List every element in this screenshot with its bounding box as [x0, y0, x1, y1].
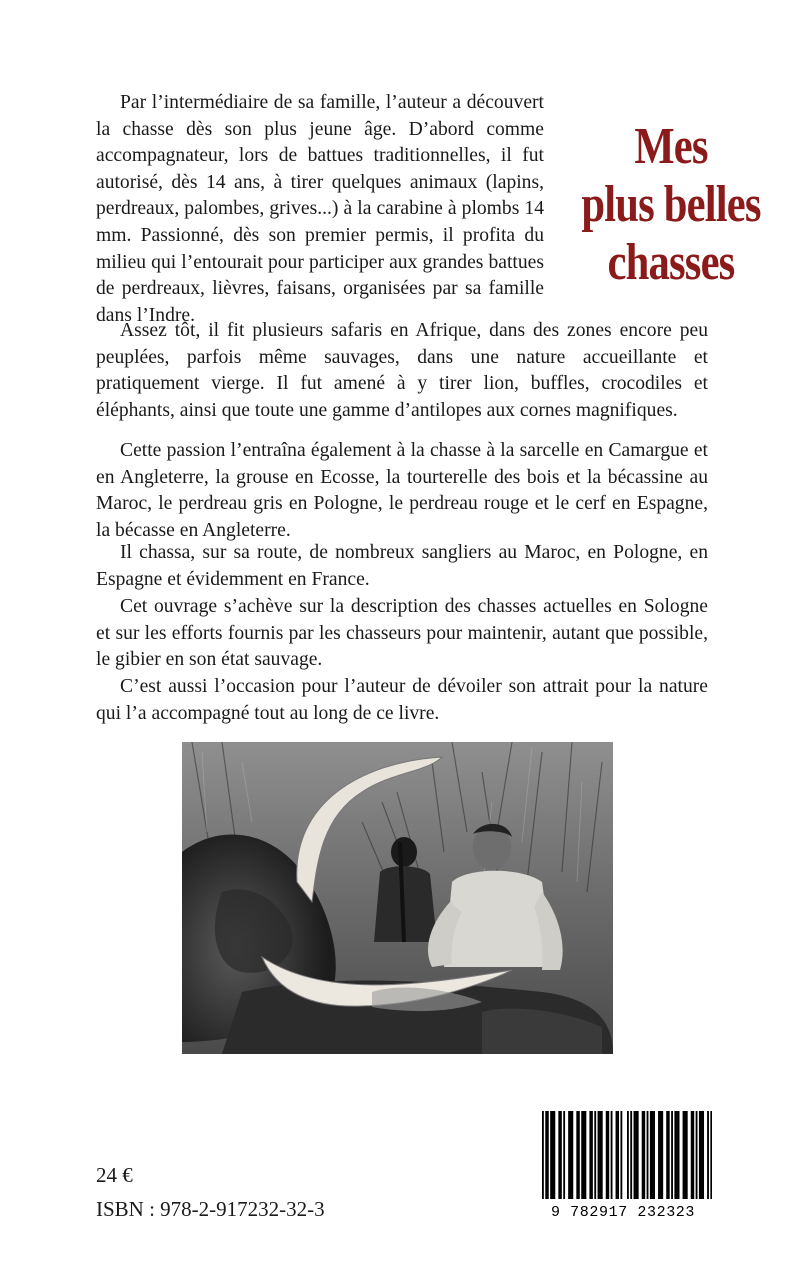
barcode-bar: [563, 1111, 565, 1199]
barcode-bar: [594, 1111, 596, 1199]
barcode-bar: [666, 1111, 668, 1199]
barcode-bar: [545, 1111, 547, 1199]
barcode-bars: [534, 1107, 712, 1203]
barcode-bar: [560, 1111, 562, 1199]
barcode-bar: [637, 1111, 639, 1199]
barcode-bar: [642, 1111, 644, 1199]
barcode-bar: [710, 1111, 712, 1199]
barcode-bar: [547, 1111, 549, 1199]
barcode-bar: [658, 1111, 660, 1199]
barcode-bar: [643, 1111, 645, 1199]
barcode-bar: [591, 1111, 593, 1199]
barcode-bar: [616, 1111, 618, 1199]
barcode-digits: 9 782917 232323: [550, 1204, 696, 1221]
blurb-paragraph-2: Assez tôt, il fit plusieurs safaris en Afrique, dans des zones encore peu peuplées, parfois même sauvages, dans une nature accueillante et pratiquement vierge. Il fut amené à y tirer lion, buffles, crocodiles et éléphants, ainsi que toute une gamme d’antilopes aux cornes magnifiques.: [96, 320, 708, 421]
barcode-bar: [568, 1111, 570, 1199]
blurb-paragraph-4: Il chassa, sur sa route, de nombreux sangliers au Maroc, en Pologne, en Espagne et évidemment en France.: [96, 542, 708, 590]
isbn-barcode: [534, 1107, 712, 1221]
barcode-bar: [630, 1111, 632, 1199]
barcode-bar: [571, 1111, 573, 1199]
barcode-bar: [692, 1111, 694, 1199]
barcode-bar: [634, 1111, 636, 1199]
barcode-bar: [678, 1111, 680, 1199]
barcode-bar: [627, 1111, 629, 1199]
barcode-bar: [660, 1111, 662, 1199]
barcode-bar: [599, 1111, 601, 1199]
barcode-bar: [542, 1111, 544, 1199]
barcode-bar: [652, 1111, 654, 1199]
barcode-bar: [617, 1111, 619, 1199]
hunting-photo: [182, 742, 613, 1054]
blurb-paragraph-6: C’est aussi l’occasion pour l’auteur de dévoiler son attrait pour la nature qui l’a accompagné tout au long de ce livre.: [96, 676, 708, 724]
barcode-bar: [558, 1111, 560, 1199]
barcode-bar: [671, 1111, 673, 1199]
barcode-bar: [552, 1111, 554, 1199]
barcode-bar: [683, 1111, 685, 1199]
barcode-bar: [620, 1111, 622, 1199]
barcode-bar: [578, 1111, 580, 1199]
isbn: ISBN : 978-2-917232-32-3: [96, 1197, 325, 1221]
title-line-1: Mes: [634, 118, 708, 175]
barcode-bar: [707, 1111, 709, 1199]
barcode-bar: [601, 1111, 603, 1199]
barcode-bar: [674, 1111, 676, 1199]
price: 24 €: [96, 1163, 133, 1187]
barcode-bar: [696, 1111, 698, 1199]
blurb-paragraph-3: Cette passion l’entraîna également à la chasse à la sarcelle en Camargue et en Angleterre, la grouse en Ecosse, la tourterelle des bois et la bécassine au Maroc, le perdreau gris en Pologne, le perdreau rouge et le cerf en Espagne, la bécasse en Angleterre.: [96, 440, 708, 541]
barcode-bar: [702, 1111, 704, 1199]
barcode-bar: [583, 1111, 585, 1199]
barcode-bar: [576, 1111, 578, 1199]
barcode-bar: [650, 1111, 652, 1199]
barcode-bar: [661, 1111, 663, 1199]
blurb-paragraph-1: Par l’intermédiaire de sa famille, l’auteur a découvert la chasse dès son plus jeune âge. D’abord comme accompagnateur, lors de battues traditionnelles, il fut autorisé, dès 14 ans, à tirer quelques animaux (lapins, perdreaux, palombes, grives...) à la carabine à plombs 14 mm. Passionné, dès son premier permis, il profita du milieu qui l’entourait pour participer aux grandes battues de perdreaux, lièvres, faisans, organisées par sa famille dans l’Indre.: [96, 92, 544, 326]
barcode-bar: [607, 1111, 609, 1199]
barcode-bar: [589, 1111, 591, 1199]
barcode-bar: [676, 1111, 678, 1199]
barcode-bar: [585, 1111, 587, 1199]
book-title: [577, 118, 766, 292]
barcode-bar: [581, 1111, 583, 1199]
barcode-bar: [635, 1111, 637, 1199]
barcode-bar: [598, 1111, 600, 1199]
barcode-bar: [647, 1111, 649, 1199]
barcode-bar: [553, 1111, 555, 1199]
barcode-bar: [701, 1111, 703, 1199]
barcode-bar: [606, 1111, 608, 1199]
barcode-bar: [691, 1111, 693, 1199]
barcode-bar: [611, 1111, 613, 1199]
title-line-2: plus belles: [581, 176, 761, 233]
barcode-bar: [570, 1111, 572, 1199]
barcode-bar: [699, 1111, 701, 1199]
barcode-bar: [686, 1111, 688, 1199]
blurb-paragraph-5: Cet ouvrage s’achève sur la description des chasses actuelles en Sologne et sur les efforts fournis par les chasseurs pour maintenir, autant que possible, le gibier en son état sauvage.: [96, 596, 708, 671]
barcode-bar: [668, 1111, 670, 1199]
barcode-bar: [653, 1111, 655, 1199]
barcode-bar: [550, 1111, 552, 1199]
title-line-3: chasses: [607, 234, 735, 291]
barcode-bar: [684, 1111, 686, 1199]
